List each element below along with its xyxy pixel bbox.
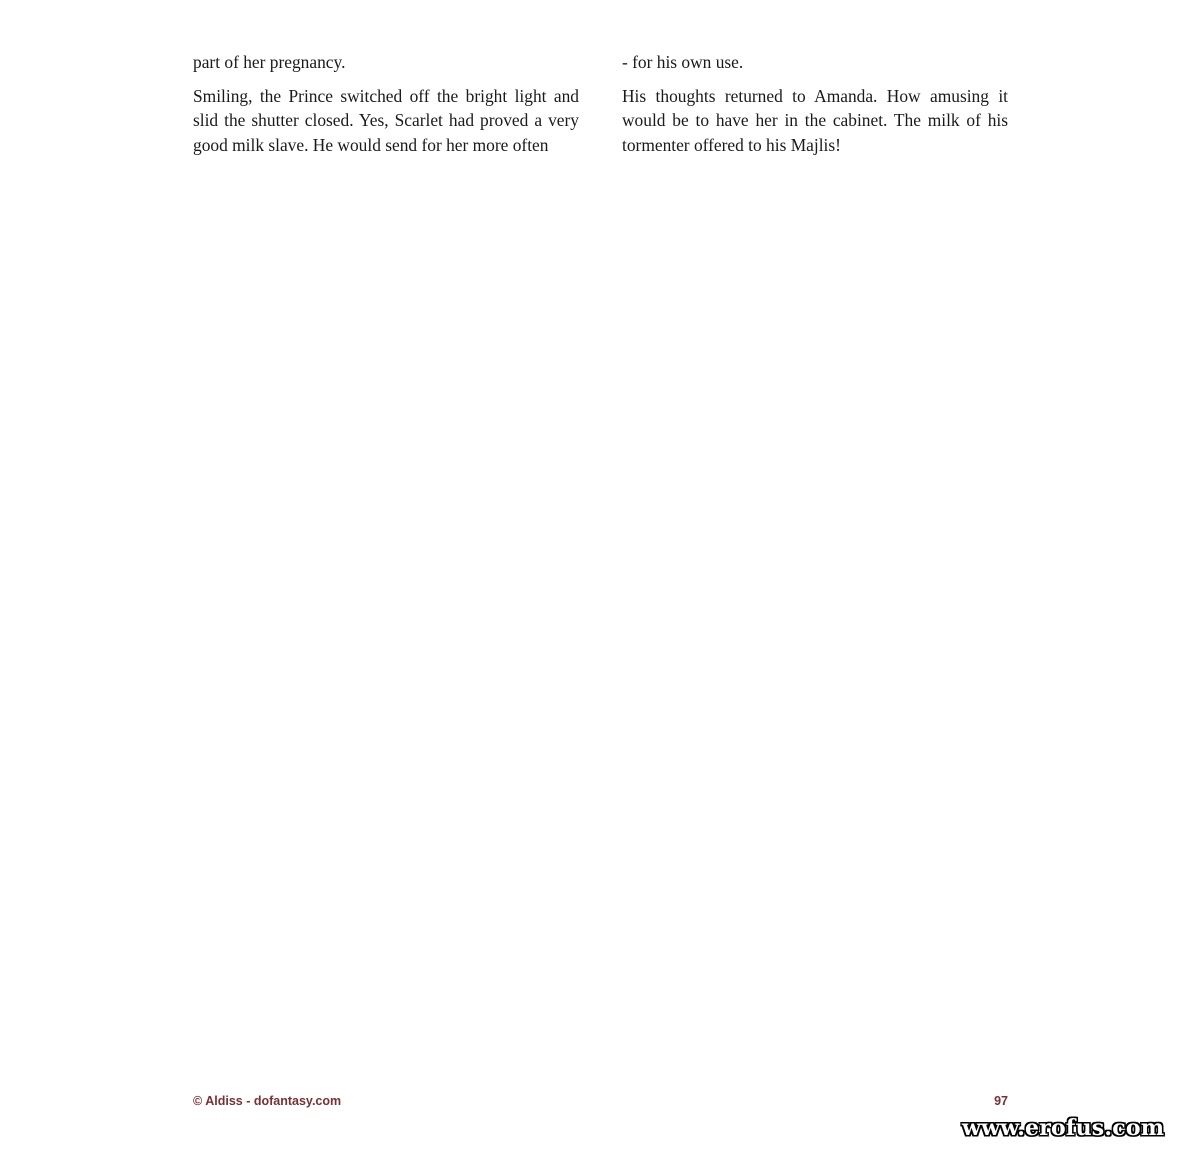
right-paragraph-2: His thoughts returned to Amanda. How amusing it would be to have her in the cabinet. The milk of his tormenter offered to his Majlis! [622,85,1008,155]
site-watermark: www.erofus.com [962,1115,1165,1141]
left-paragraph-1: part of her pregnancy. [193,52,346,72]
right-column [622,50,1008,166]
left-column [193,50,579,166]
page-number: 97 [994,1094,1008,1108]
left-paragraph-2: Smiling, the Prince switched off the bright light and slid the shutter closed. Yes, Scarlet had proved a very good milk slave. He would send for her more often [193,85,579,155]
footer-copyright: © Aldiss - dofantasy.com [193,1094,342,1108]
right-paragraph-1: - for his own use. [622,52,744,72]
